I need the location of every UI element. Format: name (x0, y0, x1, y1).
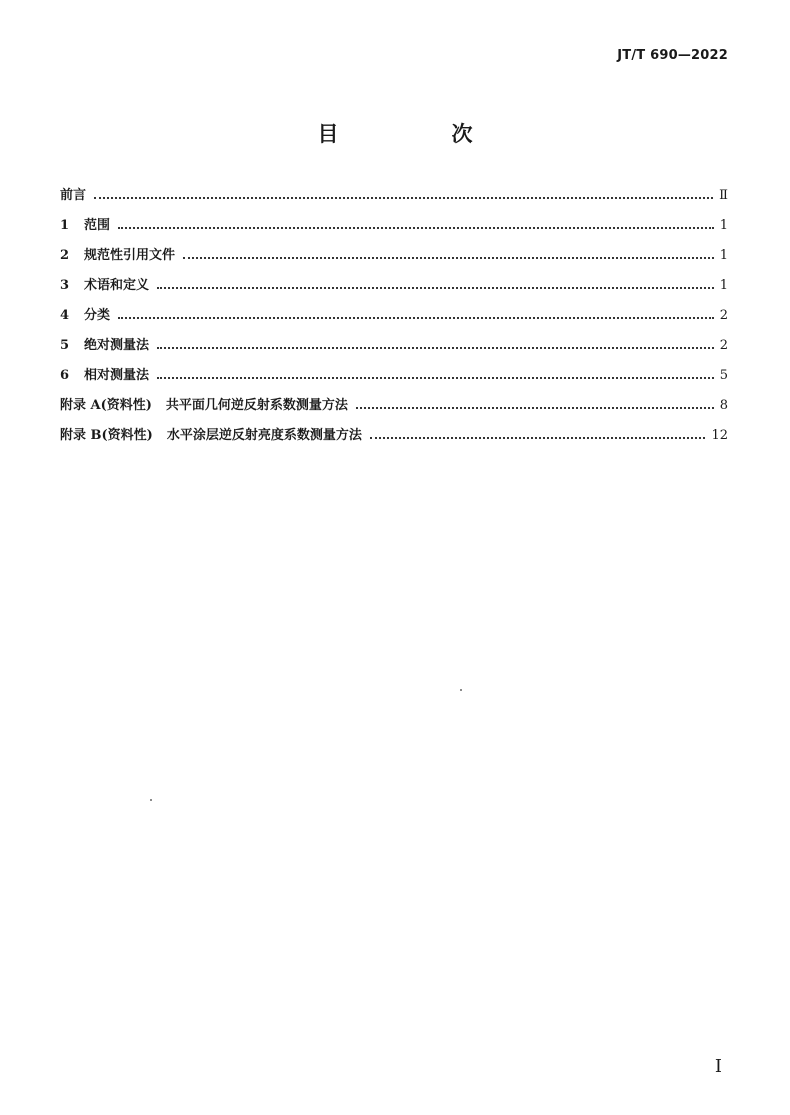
toc-leader (370, 436, 706, 439)
toc-annex-prefix: 附录 A(资料性) (60, 398, 152, 413)
page-title: 目 次 (317, 122, 519, 146)
toc-leader (118, 316, 714, 319)
toc-entry-page: 1 (719, 218, 728, 233)
toc-entry-label: 术语和定义 (84, 278, 150, 293)
toc-leader (183, 256, 714, 259)
toc-entry-terms-definitions[interactable] (60, 274, 728, 304)
toc-entry-label: 绝对测量法 (84, 338, 150, 353)
toc-entry-absolute-method[interactable] (60, 334, 728, 364)
toc-entry-number: 1 (60, 218, 70, 233)
toc-entry-number: 4 (60, 308, 70, 323)
toc-leader (356, 406, 714, 409)
toc-entry-label: 共平面几何逆反射系数测量方法 (165, 398, 348, 413)
toc-leader (157, 286, 714, 289)
toc-entry-number: 2 (60, 248, 70, 263)
scan-speck (460, 689, 462, 691)
toc-entry-annex-b[interactable] (60, 424, 728, 454)
toc-entry-page: Ⅱ (719, 188, 728, 203)
toc-entry-page: 2 (719, 308, 728, 323)
toc-entry-label: 范围 (84, 218, 111, 233)
toc-entry-classification[interactable] (60, 304, 728, 334)
toc-entry-label: 前言 (60, 188, 87, 203)
standard-code: JT/T 690—2022 (617, 48, 728, 63)
table-of-contents (60, 184, 728, 454)
toc-entry-page: 12 (711, 428, 728, 443)
toc-entry-label: 规范性引用文件 (84, 248, 176, 263)
toc-entry-page: 8 (719, 398, 728, 413)
toc-leader (118, 226, 714, 229)
toc-leader (94, 196, 713, 199)
toc-entry-scope[interactable] (60, 214, 728, 244)
toc-entry-foreword[interactable] (60, 184, 728, 214)
toc-entry-number: 6 (60, 368, 70, 383)
toc-entry-label: 分类 (84, 308, 111, 323)
toc-entry-normative-references[interactable] (60, 244, 728, 274)
toc-entry-number: 5 (60, 338, 70, 353)
page-number: I (714, 1056, 722, 1077)
toc-entry-relative-method[interactable] (60, 364, 728, 394)
toc-entry-label: 水平涂层逆反射亮度系数测量方法 (166, 428, 362, 443)
toc-entry-page: 1 (719, 278, 728, 293)
toc-leader (157, 346, 714, 349)
toc-entry-page: 1 (719, 248, 728, 263)
toc-annex-prefix: 附录 B(资料性) (60, 428, 153, 443)
scan-speck (150, 799, 152, 801)
toc-entry-number: 3 (60, 278, 70, 293)
toc-entry-annex-a[interactable] (60, 394, 728, 424)
toc-leader (157, 376, 714, 379)
toc-entry-label: 相对测量法 (84, 368, 150, 383)
toc-entry-page: 2 (719, 338, 728, 353)
toc-entry-page: 5 (719, 368, 728, 383)
